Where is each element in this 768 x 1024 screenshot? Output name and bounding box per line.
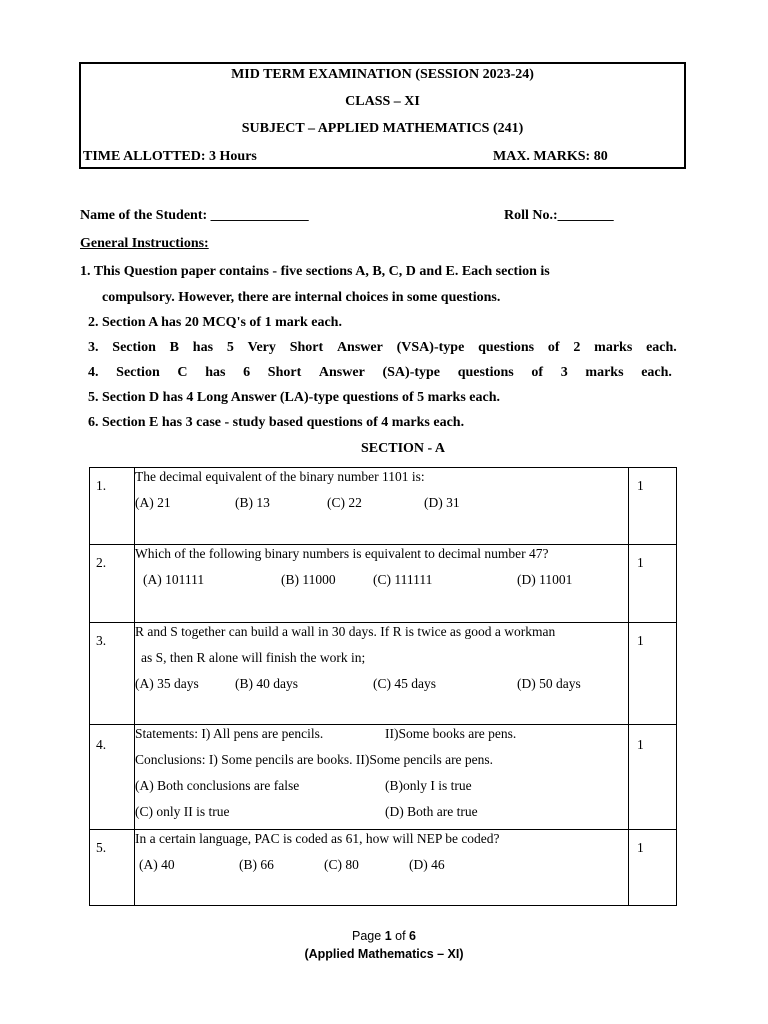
options-row-2 — [135, 803, 628, 829]
question-marks: 1 — [629, 830, 677, 906]
table-row — [90, 468, 677, 545]
page-total: 6 — [409, 929, 416, 943]
instruction-1-line-1: 1. This Question paper contains - five sections A, B, C, D and E. Each section is — [80, 264, 550, 279]
question-number: 1. — [90, 468, 135, 545]
option-b: (B) 40 days — [235, 676, 298, 691]
roll-no-label: Roll No.:________ — [504, 208, 614, 223]
subject-title: SUBJECT – APPLIED MATHEMATICS (241) — [241, 121, 524, 136]
options-row — [135, 571, 628, 597]
instruction-6: 6. Section E has 3 case - study based questions of 4 marks each. — [88, 415, 465, 430]
option-c: (C) 80 — [324, 857, 359, 872]
statements-text-2: II)Some books are pens. — [385, 726, 517, 741]
options-row — [135, 856, 628, 882]
option-a: (A) Both conclusions are false — [135, 778, 300, 793]
question-content — [135, 725, 629, 830]
instruction-2: 2. Section A has 20 MCQ's of 1 mark each. — [88, 315, 342, 330]
table-row — [90, 725, 677, 830]
option-c: (C) 22 — [327, 495, 362, 510]
statements-text: Statements: I) All pens are pencils. — [135, 726, 324, 741]
exam-header-box — [79, 62, 686, 169]
table-row — [90, 545, 677, 623]
instruction-5: 5. Section D has 4 Long Answer (LA)-type questions of 5 marks each. — [88, 390, 500, 405]
option-d: (D) 11001 — [517, 572, 573, 587]
student-name-label: Name of the Student: ______________ — [80, 208, 309, 223]
question-marks: 1 — [629, 725, 677, 830]
option-a: (A) 21 — [135, 495, 171, 510]
option-c: (C) only II is true — [135, 804, 230, 819]
question-marks: 1 — [629, 623, 677, 725]
options-row — [135, 494, 628, 520]
instruction-1-line-2: compulsory. However, there are internal choices in some questions. — [102, 290, 501, 305]
option-d: (D) Both are true — [385, 804, 478, 819]
instructions-heading: General Instructions: — [80, 236, 209, 251]
statements-row — [135, 725, 628, 751]
option-d: (D) 50 days — [517, 676, 581, 691]
time-allotted: TIME ALLOTTED: 3 Hours — [83, 149, 257, 164]
class-title: CLASS – XI — [345, 94, 420, 109]
question-number: 4. — [90, 725, 135, 830]
question-marks: 1 — [629, 468, 677, 545]
question-text-line-1: R and S together can build a wall in 30 days. If R is twice as good a workman — [135, 624, 556, 639]
page-indicator: Page 1 of 6 — [352, 929, 416, 943]
question-text-line-2: as S, then R alone will finish the work in; — [141, 650, 366, 665]
table-row — [90, 623, 677, 725]
question-text: Which of the following binary numbers is equivalent to decimal number 47? — [135, 546, 549, 561]
option-d: (D) 46 — [409, 857, 445, 872]
exam-title: MID TERM EXAMINATION (SESSION 2023-24) — [231, 67, 534, 82]
page-number: 1 — [384, 929, 392, 943]
section-title: SECTION - A — [361, 441, 446, 456]
option-a: (A) 40 — [139, 857, 175, 872]
question-content — [135, 468, 629, 545]
question-content — [135, 623, 629, 725]
option-b: (B) 11000 — [281, 572, 336, 587]
question-text: The decimal equivalent of the binary number 1101 is: — [135, 469, 425, 484]
questions-table — [89, 467, 677, 906]
option-c: (C) 45 days — [373, 676, 436, 691]
table-row — [90, 830, 677, 906]
options-row — [135, 675, 628, 701]
instruction-4: 4. Section C has 6 Short Answer (SA)-type questions of 3 marks each. — [88, 365, 672, 380]
option-b: (B)only I is true — [385, 778, 472, 793]
question-text: In a certain language, PAC is coded as 61, how will NEP be coded? — [135, 831, 500, 846]
question-number: 5. — [90, 830, 135, 906]
question-content — [135, 830, 629, 906]
max-marks: MAX. MARKS: 80 — [493, 149, 608, 164]
option-c: (C) 111111 — [373, 572, 433, 587]
option-a: (A) 35 days — [135, 676, 199, 691]
question-number: 3. — [90, 623, 135, 725]
instruction-3: 3. Section B has 5 Very Short Answer (VSA)-type questions of 2 marks each. — [88, 340, 677, 355]
footer-subtitle: (Applied Mathematics – XI) — [304, 947, 464, 961]
options-row-1 — [135, 777, 628, 803]
question-marks: 1 — [629, 545, 677, 623]
option-b: (B) 66 — [239, 857, 274, 872]
option-a: (A) 101111 — [143, 572, 205, 587]
option-b: (B) 13 — [235, 495, 270, 510]
question-content — [135, 545, 629, 623]
question-number: 2. — [90, 545, 135, 623]
option-d: (D) 31 — [424, 495, 460, 510]
conclusions-text: Conclusions: I) Some pencils are books. II)Some pencils are pens. — [135, 752, 494, 767]
